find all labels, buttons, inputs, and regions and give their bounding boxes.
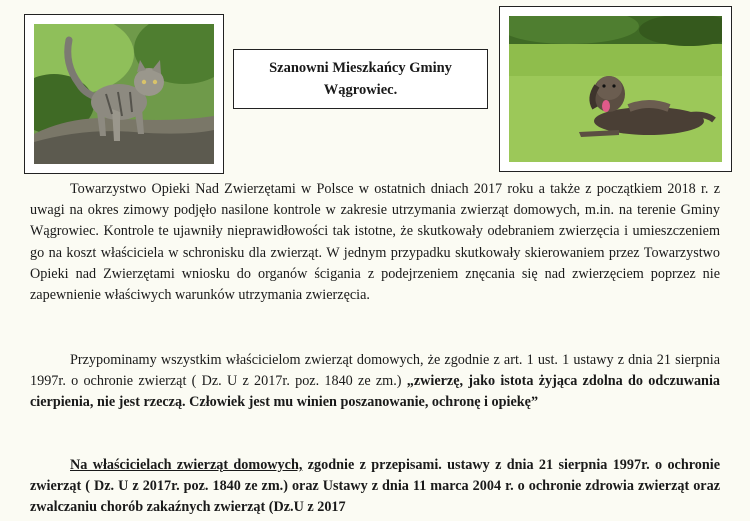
paragraph-2-quote: „zwierzę, jako istota żyjąca zdolna do odczuwania cierpienia, nie jest rzeczą. Człowiek jest mu winien poszanowanie, ochronę i opiekę” — [30, 373, 720, 411]
paragraph-1-text: Towarzystwo Opieki Nad Zwierzętami w Polsce w ostatnich dniach 2017 roku a także z początkiem 2018 r. z uwagi na okres zimowy podjęło nasilone kontrole w zakresie utrzymania zwierząt domowych, m.in. na terenie Gminy Wągrowiec. Kontrole te ujawniły nieprawidłowości tak istotne, że skutkowały odebraniem zwierzęcia i umieszczeniem go na koszt właściciela w schronisku dla zwierząt. W jednym przypadku skutkowały skierowaniem przez Towarzystwo Opieki nad Zwierzętami wniosku do organów ścigania z podejrzeniem znęcania się nad zwierzęciem poprzez nie zapewnienie właściwych warunków utrzymania zwierzęcia. — [30, 181, 720, 304]
cat-photo — [34, 24, 214, 164]
paragraph-3-underlined: Na właścicielach zwierząt domowych, — [70, 457, 303, 473]
paragraph-reminder — [30, 350, 720, 414]
paragraph-inspections — [30, 179, 720, 306]
page-title — [233, 49, 488, 109]
dog-photo — [509, 16, 722, 162]
title-line-1: Szanowni Mieszkańcy Gminy — [269, 60, 452, 76]
paragraph-3-text: zgodnie z przepisami. ustawy z dnia 21 sierpnia 1997r. o ochronie zwierząt ( Dz. U z 2017r. poz. 1840 ze zm.) oraz Ustawy z dnia 11 marca 2004 r. o ochronie zdrowia zwierząt oraz zwalczaniu chorób zakaźnych zwierząt (Dz.U z 2017 — [30, 457, 720, 516]
cat-photo-frame — [24, 14, 224, 174]
paragraph-2-text: Przypominamy wszystkim właścicielom zwierząt domowych, że zgodnie z art. 1 ust. 1 ustawy z dnia 21 sierpnia 1997r. o ochronie zwierząt ( Dz. U z 2017r. poz. 1840 ze zm.) — [30, 352, 720, 390]
paragraph-owner-duties — [30, 455, 720, 519]
title-line-2: Wągrowiec. — [323, 82, 398, 98]
dog-photo-frame — [499, 6, 732, 172]
